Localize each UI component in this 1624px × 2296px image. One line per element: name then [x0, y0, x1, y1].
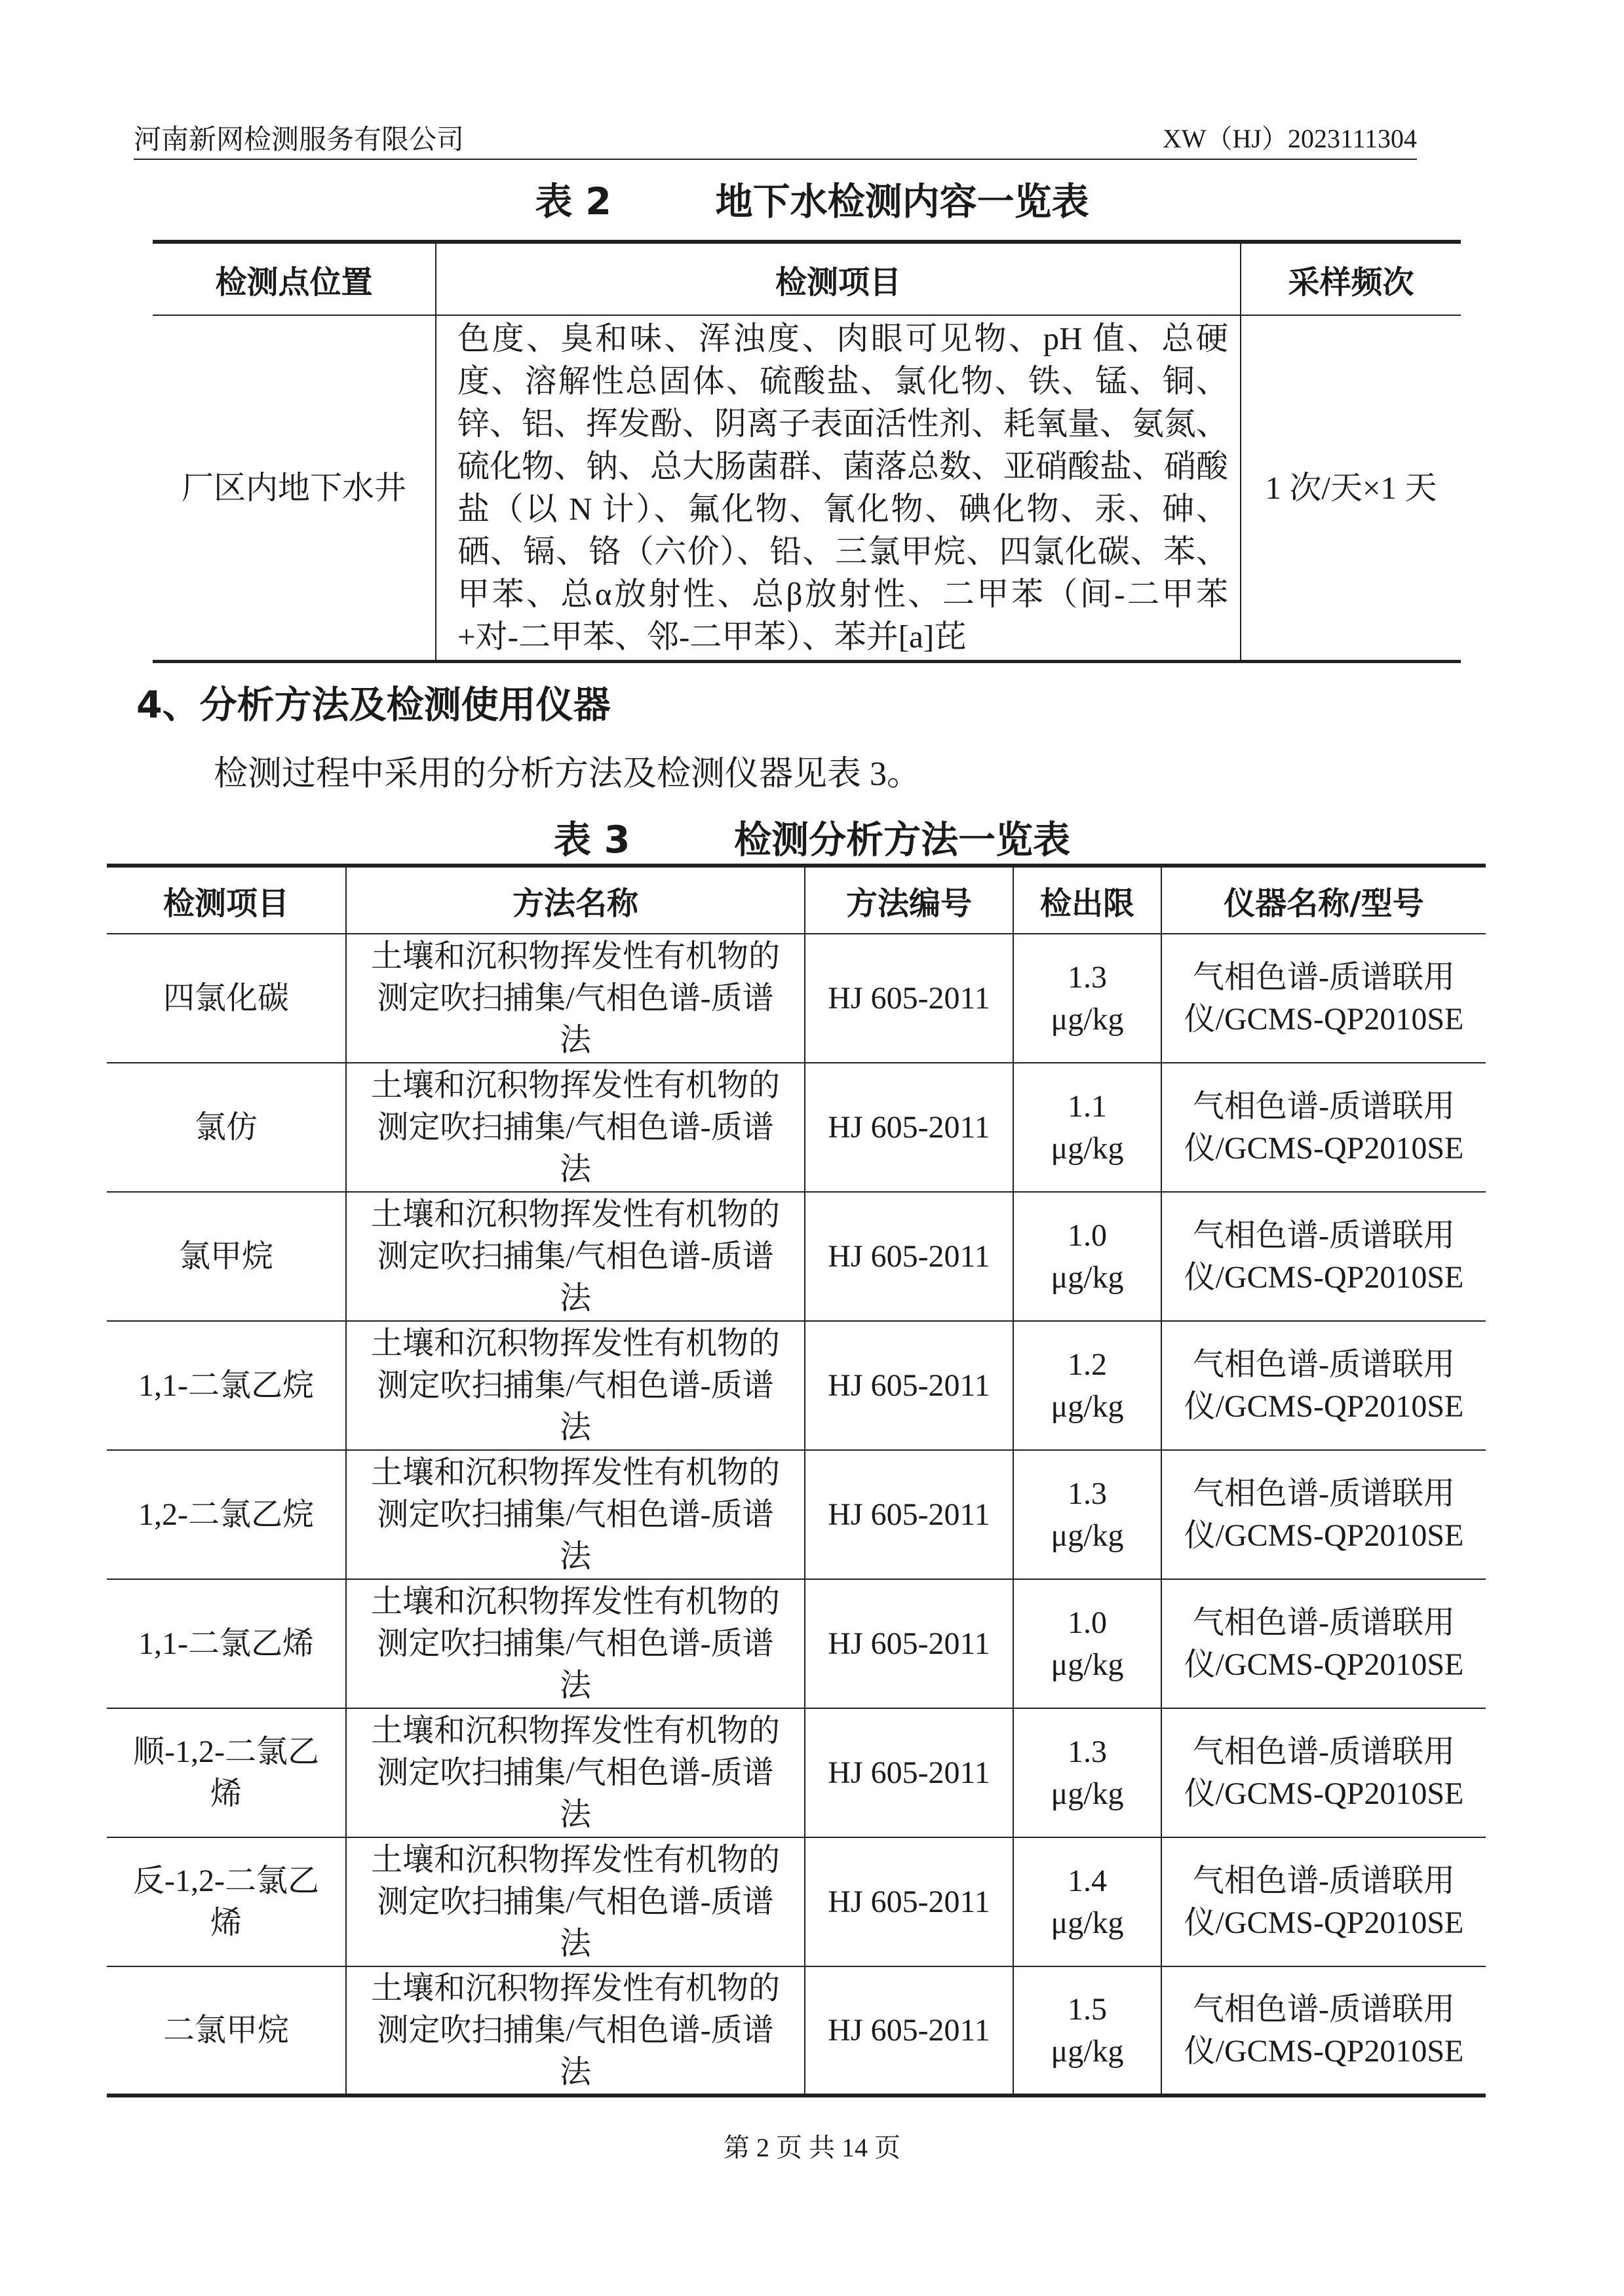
limit-value: 1.3: [1068, 1476, 1107, 1511]
item-cell: 氯甲烷: [107, 1192, 346, 1321]
item-cell: 二氯甲烷: [107, 1966, 346, 2095]
limit-value: 1.1: [1068, 1088, 1107, 1124]
groundwater-items-table: [153, 240, 1461, 663]
instrument-cell: 气相色谱-质谱联用仪/GCMS-QP2010SE: [1184, 1991, 1464, 2069]
table-row: [107, 1837, 1486, 1966]
table-row: [107, 934, 1486, 1063]
table-row: [107, 1450, 1486, 1579]
limit-unit: μg/kg: [1051, 1001, 1124, 1037]
limit-cell: [1013, 1966, 1161, 2095]
table-header-row: [107, 866, 1486, 934]
limit-cell: [1013, 1192, 1161, 1321]
method-cell: 土壤和沉积物挥发性有机物的测定吹扫捕集/气相色谱-质谱法: [346, 1966, 805, 2095]
page-header: [134, 113, 1417, 160]
limit-unit: μg/kg: [1051, 1905, 1124, 1940]
limit-unit: μg/kg: [1051, 1647, 1124, 1682]
limit-unit: μg/kg: [1051, 1130, 1124, 1166]
code-cell: HJ 605-2011: [805, 1192, 1013, 1321]
limit-value: 1.0: [1068, 1217, 1107, 1253]
method-cell: 土壤和沉积物挥发性有机物的测定吹扫捕集/气相色谱-质谱法: [346, 1708, 805, 1837]
table2-caption: 表 2 地下水检测内容一览表: [535, 180, 1089, 223]
limit-value: 1.0: [1068, 1605, 1107, 1640]
table-row: [107, 1579, 1486, 1708]
column-header: 检出限: [1013, 866, 1161, 934]
limit-unit: μg/kg: [1051, 1388, 1124, 1424]
item-cell: 四氯化碳: [107, 934, 346, 1063]
table-row: [107, 1708, 1486, 1837]
instrument-cell: 气相色谱-质谱联用仪/GCMS-QP2010SE: [1161, 1579, 1486, 1708]
instrument-cell: 气相色谱-质谱联用仪/GCMS-QP2010SE: [1161, 1837, 1486, 1966]
column-header: 检测项目: [107, 866, 346, 934]
limit-cell: [1013, 934, 1161, 1063]
limit-cell: [1013, 1321, 1161, 1450]
limit-cell: [1013, 1579, 1161, 1708]
report-number: XW（HJ）2023111304: [1162, 124, 1417, 153]
code-cell: HJ 605-2011: [805, 1966, 1013, 2095]
limit-value: 1.4: [1068, 1863, 1107, 1898]
limit-value: 1.5: [1068, 1991, 1107, 2027]
item-cell: 氯仿: [107, 1063, 346, 1192]
code-cell: HJ 605-2011: [805, 1063, 1013, 1192]
section-paragraph: 检测过程中采用的分析方法及检测仪器见表 3。: [214, 756, 921, 793]
instrument-cell: 气相色谱-质谱联用仪/GCMS-QP2010SE: [1161, 1321, 1486, 1450]
method-cell: 土壤和沉积物挥发性有机物的测定吹扫捕集/气相色谱-质谱法: [346, 1063, 805, 1192]
item-cell: 1,2-二氯乙烷: [107, 1450, 346, 1579]
limit-cell: [1013, 1063, 1161, 1192]
column-header: 方法名称: [346, 866, 805, 934]
column-header: 仪器名称/型号: [1161, 866, 1486, 934]
item-cell: 1,1-二氯乙烯: [107, 1579, 346, 1708]
column-header: 方法编号: [805, 866, 1013, 934]
limit-unit: μg/kg: [1051, 2033, 1124, 2069]
limit-cell: [1013, 1708, 1161, 1837]
limit-value: 1.3: [1068, 959, 1107, 995]
item-cell: 1,1-二氯乙烷: [107, 1321, 346, 1450]
company-name: 河南新网检测服务有限公司: [134, 125, 465, 155]
page-number: 第 2 页 共 14 页: [724, 2133, 900, 2162]
instrument-cell: 气相色谱-质谱联用仪/GCMS-QP2010SE: [1161, 1708, 1486, 1837]
table-row: [107, 1321, 1486, 1450]
frequency-cell: 1 次/天×1 天: [1265, 469, 1437, 506]
code-cell: HJ 605-2011: [805, 1708, 1013, 1837]
column-header: 检测项目: [436, 242, 1241, 315]
item-cell: 顺-1,2-二氯乙烯: [107, 1708, 346, 1837]
table-row: [107, 1966, 1486, 2095]
table-header-row: [153, 242, 1461, 315]
column-header: 采样频次: [1241, 242, 1461, 315]
column-header: 检测点位置: [153, 242, 436, 315]
instrument-cell: 气相色谱-质谱联用仪/GCMS-QP2010SE: [1161, 1450, 1486, 1579]
limit-unit: μg/kg: [1051, 1776, 1124, 1811]
location-cell: 厂区内地下水井: [153, 315, 436, 661]
code-cell: HJ 605-2011: [805, 1579, 1013, 1708]
table3-caption: 表 3 检测分析方法一览表: [553, 818, 1071, 862]
limit-value: 1.3: [1068, 1734, 1107, 1769]
code-cell: HJ 605-2011: [805, 1450, 1013, 1579]
instrument-cell: 气相色谱-质谱联用仪/GCMS-QP2010SE: [1161, 934, 1486, 1063]
method-cell: 土壤和沉积物挥发性有机物的测定吹扫捕集/气相色谱-质谱法: [346, 1192, 805, 1321]
method-cell: 土壤和沉积物挥发性有机物的测定吹扫捕集/气相色谱-质谱法: [346, 1837, 805, 1966]
table-row: [107, 1192, 1486, 1321]
table-row: [107, 1063, 1486, 1192]
analysis-methods-table: [107, 864, 1486, 2097]
code-cell: HJ 605-2011: [805, 934, 1013, 1063]
method-cell: 土壤和沉积物挥发性有机物的测定吹扫捕集/气相色谱-质谱法: [346, 1321, 805, 1450]
table-row: [153, 315, 1461, 661]
method-cell: 土壤和沉积物挥发性有机物的测定吹扫捕集/气相色谱-质谱法: [346, 1450, 805, 1579]
code-cell: HJ 605-2011: [805, 1321, 1013, 1450]
section-title: 4、分析方法及检测使用仪器: [136, 683, 611, 727]
limit-cell: [1013, 1450, 1161, 1579]
instrument-cell: 气相色谱-质谱联用仪/GCMS-QP2010SE: [1161, 1192, 1486, 1321]
method-cell: 土壤和沉积物挥发性有机物的测定吹扫捕集/气相色谱-质谱法: [346, 1579, 805, 1708]
limit-unit: μg/kg: [1051, 1518, 1124, 1553]
limit-cell: [1013, 1837, 1161, 1966]
items-cell: 色度、臭和味、浑浊度、肉眼可见物、pH 值、总硬度、溶解性总固体、硫酸盐、氯化物、铁、锰、铜、锌、铝、挥发酚、阴离子表面活性剂、耗氧量、氨氮、硫化物、钠、总大肠菌群、菌落总数、亚硝酸盐、硝酸盐（以 N 计）、氟化物、氰化物、碘化物、汞、砷、硒、镉、铬（六价）、铅、三氯甲烷、四氯化碳、苯、甲苯、总α放射性、总β放射性、二甲苯（间-二甲苯+对-二甲苯、邻-二甲苯）、苯并[a]芘: [436, 315, 1241, 661]
limit-unit: μg/kg: [1051, 1259, 1124, 1295]
code-cell: HJ 605-2011: [805, 1837, 1013, 1966]
limit-value: 1.2: [1068, 1347, 1107, 1382]
instrument-cell: 气相色谱-质谱联用仪/GCMS-QP2010SE: [1161, 1063, 1486, 1192]
item-cell: 反-1,2-二氯乙烯: [107, 1837, 346, 1966]
method-cell: 土壤和沉积物挥发性有机物的测定吹扫捕集/气相色谱-质谱法: [346, 934, 805, 1063]
